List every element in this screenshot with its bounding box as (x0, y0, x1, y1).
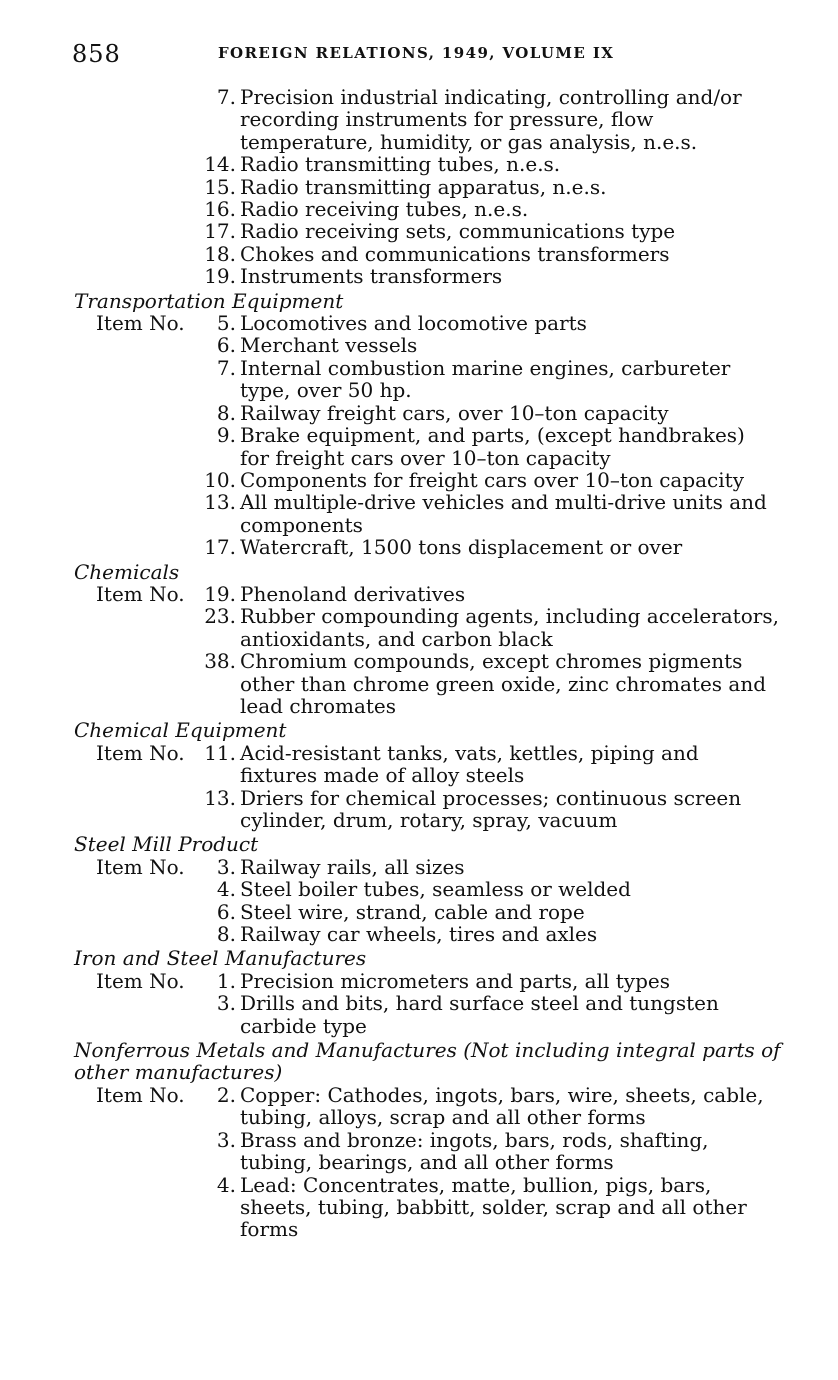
section-heading: Chemical Equipment (74, 718, 287, 743)
item-text: Railway car wheels, tires and axles (240, 922, 598, 947)
item-number: 7. (216, 85, 236, 109)
item-text: Precision micrometers and parts, all types (240, 968, 670, 993)
item-text: Radio transmitting apparatus, n.e.s. (240, 174, 607, 199)
item-number: 2. (216, 1082, 236, 1107)
item-text: Watercraft, 1500 tons displacement or over (240, 535, 683, 560)
section-steel-mill-product (0, 833, 838, 945)
item-number: 3. (216, 991, 236, 1016)
list-item (0, 198, 838, 220)
page-number: 858 (72, 40, 121, 68)
list-item (0, 153, 838, 175)
list-item (0, 583, 838, 605)
item-text: Locomotives and locomotive parts (240, 311, 587, 336)
item-number: 3. (216, 1127, 236, 1152)
list-item (0, 469, 838, 491)
section-iron-and-steel-manufactures (0, 947, 838, 1037)
list-item (0, 312, 838, 334)
list-item (0, 605, 838, 650)
item-number: 4. (216, 1172, 236, 1197)
item-text: Brake equipment, and parts, (except handbrakes) for freight cars over 10–ton capacity (240, 423, 745, 470)
item-number: 16. (204, 197, 236, 222)
item-number: 11. (204, 740, 236, 765)
list-item (0, 992, 838, 1037)
list-item (0, 970, 838, 992)
item-text: Drills and bits, hard surface steel and tungsten carbide type (240, 991, 719, 1038)
item-text: Internal combustion marine engines, carbureter type, over 50 hp. (240, 355, 731, 403)
list-item (0, 265, 838, 287)
item-text: Chromium compounds, except chromes pigments other than chrome green oxide, zinc chromates and lead chromates (240, 649, 767, 718)
list-item (0, 220, 838, 242)
item-number: 14. (204, 152, 236, 177)
section-chemicals (0, 561, 838, 718)
item-text: Driers for chemical processes; continuous screen cylinder, drum, rotary, spray, vacuum (240, 785, 742, 832)
section-heading: Chemicals (74, 559, 180, 584)
running-head: FOREIGN RELATIONS, 1949, VOLUME IX (218, 44, 615, 62)
item-number: 23. (204, 604, 236, 629)
list-item (0, 1084, 838, 1129)
list-item (0, 923, 838, 945)
item-text: Radio receiving sets, communications type (240, 219, 676, 244)
list-item (0, 243, 838, 265)
item-number: 18. (204, 241, 236, 266)
item-text: Radio receiving tubes, n.e.s. (240, 197, 529, 222)
item-number: 4. (216, 877, 236, 902)
list-item (0, 742, 838, 787)
item-number: 5. (216, 311, 236, 336)
list-item (0, 424, 838, 469)
item-text: Copper: Cathodes, ingots, bars, wire, sheets, cable, tubing, alloys, scrap and all other forms (240, 1082, 764, 1130)
item-text: Steel boiler tubes, seamless or welded (240, 877, 631, 902)
list-item (0, 1129, 838, 1174)
list-item (0, 901, 838, 923)
section-nonferrous-metals (0, 1039, 838, 1241)
document-body (0, 86, 838, 1241)
item-text: Instruments transformers (240, 264, 503, 289)
section-heading: Transportation Equipment (74, 288, 344, 313)
item-label: Item No. (96, 1082, 185, 1107)
item-number: 38. (204, 649, 236, 674)
item-number: 8. (216, 922, 236, 947)
list-item (0, 1174, 838, 1241)
item-text: Chokes and communications transformers (240, 241, 670, 266)
list-item (0, 856, 838, 878)
section-heading: Steel Mill Product (74, 832, 259, 857)
item-number: 19. (204, 581, 236, 606)
item-number: 6. (216, 899, 236, 924)
list-item (0, 402, 838, 424)
item-number: 13. (204, 490, 236, 515)
list-item (0, 357, 838, 402)
item-label: Item No. (96, 311, 185, 336)
item-number: 13. (204, 785, 236, 810)
section-chemical-equipment (0, 719, 838, 831)
item-number: 7. (216, 355, 236, 380)
section-heading: Iron and Steel Manufactures (74, 946, 367, 971)
item-text: Phenoland derivatives (240, 581, 466, 606)
list-item (0, 536, 838, 558)
item-number: 9. (216, 423, 236, 448)
list-item (0, 878, 838, 900)
item-label: Item No. (96, 740, 185, 765)
item-text: Brass and bronze: ingots, bars, rods, shafting, tubing, bearings, and all other forms (240, 1127, 709, 1175)
item-number: 3. (216, 854, 236, 879)
item-text: Lead: Concentrates, matte, bullion, pigs, bars, sheets, tubing, babbitt, solder, scrap and all other forms (240, 1172, 747, 1242)
item-text: Railway freight cars, over 10–ton capacity (240, 400, 669, 425)
list-item (0, 650, 838, 717)
item-number: 6. (216, 333, 236, 358)
item-text: Components for freight cars over 10–ton capacity (240, 467, 744, 492)
list-item (0, 787, 838, 832)
section-heading: Nonferrous Metals and Manufactures (Not including integral parts of other manufactures) (74, 1038, 781, 1085)
item-text: Rubber compounding agents, including accelerators, antioxidants, and carbon black (240, 604, 779, 651)
page-header (0, 0, 838, 80)
list-item (0, 176, 838, 198)
item-number: 10. (204, 467, 236, 492)
item-text: All multiple-drive vehicles and multi-drive units and components (240, 490, 767, 537)
item-number: 17. (204, 219, 236, 244)
item-number: 15. (204, 174, 236, 199)
item-label: Item No. (96, 581, 185, 606)
item-number: 17. (204, 535, 236, 560)
item-text: Acid-resistant tanks, vats, kettles, piping and fixtures made of alloy steels (240, 740, 699, 788)
item-text: Precision industrial indicating, controlling and/or recording instruments for pressure, flow temperature, humidity, or gas analysis, n.e.s. (240, 85, 742, 154)
section-transportation-equipment (0, 290, 838, 559)
list-item (0, 491, 838, 536)
item-number: 19. (204, 264, 236, 289)
list-item (0, 334, 838, 356)
item-number: 8. (216, 400, 236, 425)
list-item (0, 86, 838, 153)
item-text: Merchant vessels (240, 333, 418, 358)
item-text: Radio transmitting tubes, n.e.s. (240, 152, 561, 177)
item-number: 1. (216, 968, 236, 993)
continued-list (0, 86, 838, 288)
item-label: Item No. (96, 854, 185, 879)
item-text: Steel wire, strand, cable and rope (240, 899, 585, 924)
item-label: Item No. (96, 968, 185, 993)
item-text: Railway rails, all sizes (240, 854, 465, 879)
